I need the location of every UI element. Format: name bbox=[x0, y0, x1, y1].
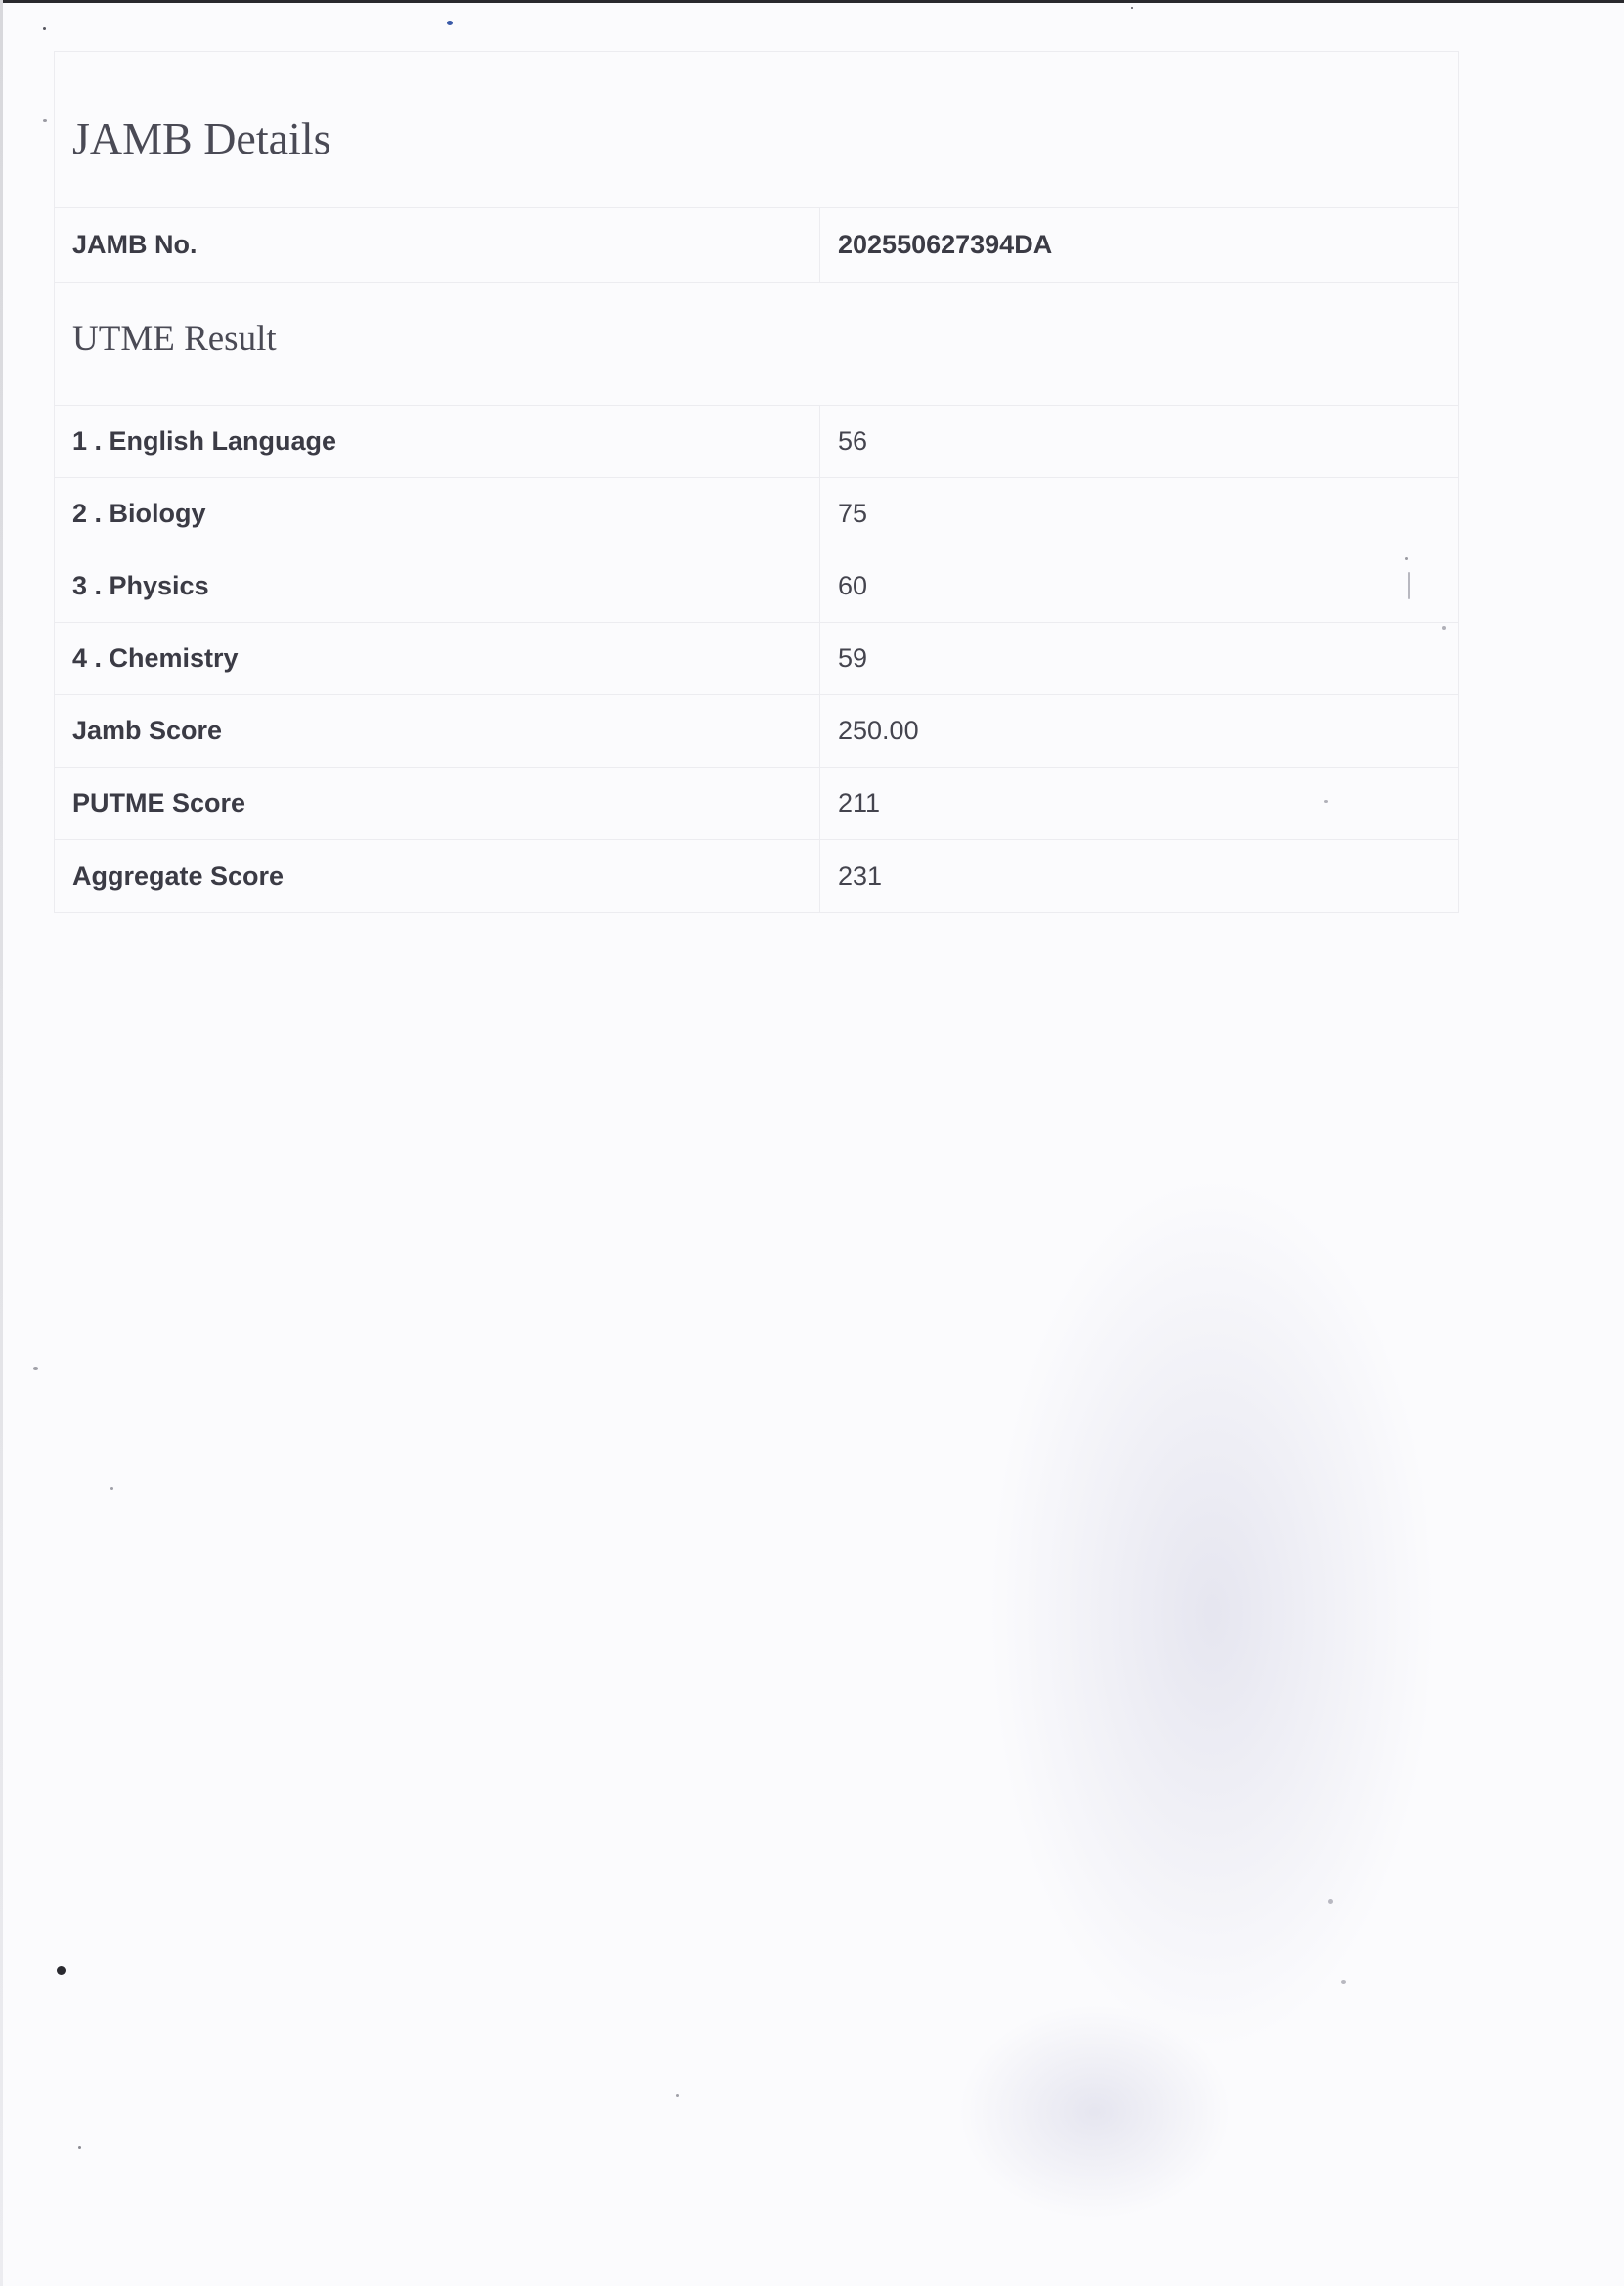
subject-row-biology bbox=[55, 478, 1458, 550]
ink-speck bbox=[110, 1487, 113, 1490]
jamb-number-row bbox=[55, 208, 1458, 283]
scan-smudge bbox=[988, 1173, 1437, 2053]
subject-label: 1 . English Language bbox=[55, 406, 820, 477]
ink-speck bbox=[1131, 7, 1133, 9]
jamb-score-label: Jamb Score bbox=[55, 695, 820, 767]
jamb-details-card bbox=[54, 51, 1459, 913]
ink-speck bbox=[1408, 572, 1410, 599]
subject-score: 59 bbox=[838, 643, 868, 673]
utme-result-heading: UTME Result bbox=[55, 283, 1458, 406]
subject-score: 60 bbox=[838, 571, 868, 600]
jamb-number-value: 202550627394DA bbox=[838, 230, 1053, 259]
subject-row-english bbox=[55, 406, 1458, 478]
ink-speck bbox=[33, 1367, 38, 1370]
ink-speck bbox=[1324, 800, 1328, 803]
jamb-score-row bbox=[55, 695, 1458, 768]
card-title: JAMB Details bbox=[55, 52, 1458, 208]
subject-label: 2 . Biology bbox=[55, 478, 820, 550]
jamb-number-label: JAMB No. bbox=[55, 208, 820, 282]
subject-score: 56 bbox=[838, 426, 868, 456]
putme-score-row bbox=[55, 768, 1458, 840]
ink-speck bbox=[447, 21, 453, 25]
ink-speck bbox=[1442, 626, 1446, 630]
scan-smudge bbox=[958, 2004, 1232, 2220]
ink-speck bbox=[1405, 557, 1408, 560]
ink-speck bbox=[676, 2094, 679, 2097]
ink-speck bbox=[57, 1966, 66, 1975]
scan-left-edge bbox=[0, 0, 3, 2286]
aggregate-score-label: Aggregate Score bbox=[55, 840, 820, 912]
aggregate-score-value: 231 bbox=[838, 860, 883, 891]
subject-label: 4 . Chemistry bbox=[55, 623, 820, 694]
ink-speck bbox=[43, 119, 47, 122]
ink-speck bbox=[1341, 1980, 1346, 1984]
aggregate-score-row bbox=[55, 840, 1458, 912]
subject-score: 75 bbox=[838, 499, 868, 528]
subject-row-physics bbox=[55, 550, 1458, 623]
jamb-score-value: 250.00 bbox=[838, 716, 919, 745]
putme-score-value: 211 bbox=[838, 788, 881, 817]
ink-speck bbox=[78, 2146, 81, 2149]
scan-top-edge bbox=[0, 0, 1624, 3]
putme-score-label: PUTME Score bbox=[55, 768, 820, 839]
ink-speck bbox=[43, 27, 46, 30]
subject-row-chemistry bbox=[55, 623, 1458, 695]
subject-label: 3 . Physics bbox=[55, 550, 820, 622]
